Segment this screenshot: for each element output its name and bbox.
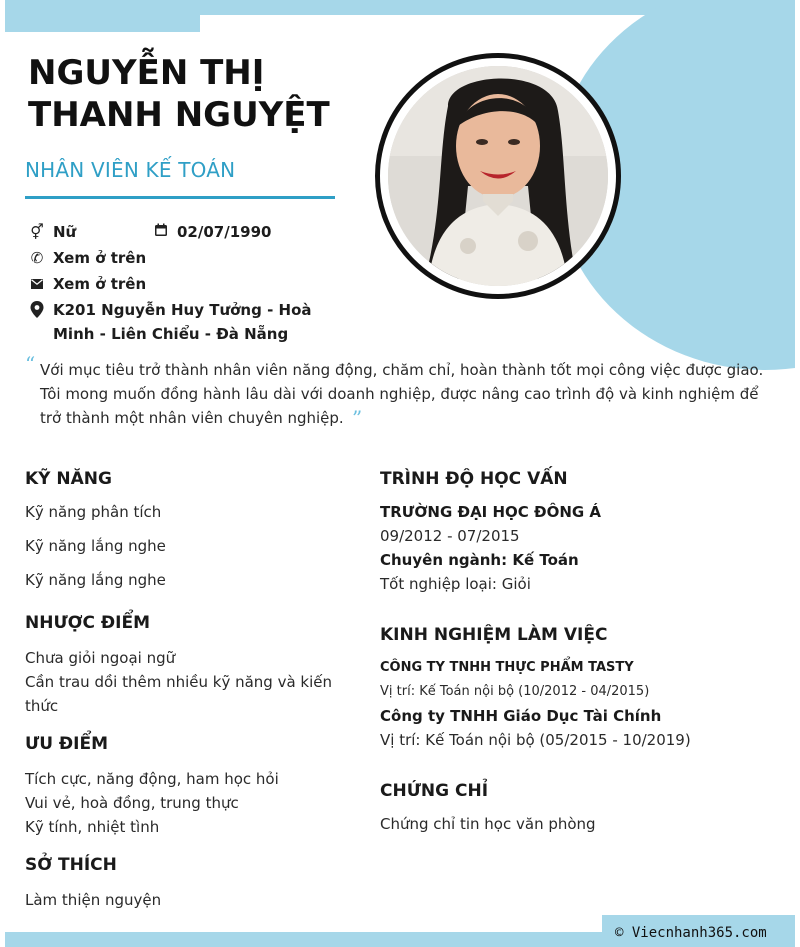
strength-item: Tích cực, năng động, ham học hỏi bbox=[25, 770, 279, 788]
phone-icon: ✆ bbox=[30, 249, 44, 267]
study-period: 09/2012 - 07/2015 bbox=[380, 527, 520, 545]
weakness-line-3: thức bbox=[25, 697, 59, 715]
experience-heading: KINH NGHIỆM LÀM VIỆC bbox=[380, 625, 608, 645]
skill-item: Kỹ năng lắng nghe bbox=[25, 571, 166, 589]
certificate-item: Chứng chỉ tin học văn phòng bbox=[380, 815, 596, 833]
graduation-grade: Tốt nghiệp loại: Giỏi bbox=[380, 575, 531, 593]
name-line-1: NGUYỄN THỊ bbox=[28, 53, 265, 93]
email-row bbox=[53, 272, 146, 296]
right-margin bbox=[795, 0, 800, 947]
weaknesses-list bbox=[25, 646, 340, 718]
weakness-line-1: Chưa giỏi ngoại ngữ bbox=[25, 649, 176, 667]
strength-item: Vui vẻ, hoà đồng, trung thực bbox=[25, 794, 239, 812]
footer-watermark: © Viecnhanh365.com bbox=[615, 925, 767, 941]
skill-item: Kỹ năng phân tích bbox=[25, 503, 162, 521]
weaknesses-heading: NHƯỢC ĐIỂM bbox=[25, 613, 151, 633]
title-underline bbox=[25, 196, 335, 199]
role-1: Vị trí: Kế Toán nội bộ (10/2012 - 04/2015) bbox=[380, 684, 650, 699]
weakness-line-2: Cần trau dồi thêm nhiều kỹ năng và kiến bbox=[25, 673, 333, 691]
strengths-heading: ƯU ĐIỂM bbox=[25, 734, 109, 754]
address-line-2: Minh - Liên Chiểu - Đà Nẵng bbox=[53, 325, 289, 343]
top-accent-bar bbox=[5, 0, 200, 32]
strengths-list bbox=[25, 767, 279, 839]
address-row bbox=[53, 298, 312, 346]
major: Chuyên ngành: Kế Toán bbox=[380, 551, 579, 569]
gender-icon: ⚥ bbox=[30, 223, 44, 241]
gender-value: Nữ bbox=[53, 223, 77, 241]
objective-line-1: Với mục tiêu trở thành nhân viên năng động, chăm chỉ, hoàn thành tốt mọi công việc được giao. bbox=[40, 361, 764, 379]
name-line-2: THANH NGUYỆT bbox=[28, 95, 330, 135]
address-line-1: K201 Nguyễn Huy Tưởng - Hoà bbox=[53, 301, 312, 319]
objective-line-3: trở thành một nhân viên chuyên nghiệp. bbox=[40, 409, 344, 427]
email-value: Xem ở trên bbox=[53, 275, 147, 293]
role-2: Vị trí: Kế Toán nội bộ (05/2015 - 10/2019) bbox=[380, 731, 691, 749]
birthdate-value: 02/07/1990 bbox=[177, 223, 272, 241]
candidate-name bbox=[28, 52, 358, 136]
mail-icon bbox=[28, 275, 46, 293]
birthdate-row bbox=[177, 220, 271, 244]
skill-item: Kỹ năng lắng nghe bbox=[25, 537, 166, 555]
open-quote-icon: “ bbox=[25, 352, 36, 376]
hobbies-heading: SỞ THÍCH bbox=[25, 855, 117, 875]
calendar-icon bbox=[152, 223, 170, 241]
hobby-item: Làm thiện nguyện bbox=[25, 891, 162, 909]
objective-line-2: Tôi mong muốn đồng hành lâu dài với doanh nghiệp, được nâng cao trình độ và kinh nghiệm để bbox=[40, 385, 759, 403]
company-2: Công ty TNHH Giáo Dục Tài Chính bbox=[380, 707, 662, 725]
location-pin-icon bbox=[28, 301, 46, 319]
career-objective bbox=[40, 358, 770, 430]
gender-row bbox=[30, 220, 77, 244]
profile-photo bbox=[388, 66, 608, 286]
skills-heading: KỸ NĂNG bbox=[25, 469, 112, 489]
certificates-heading: CHỨNG CHỈ bbox=[380, 781, 489, 801]
company-1: CÔNG TY TNHH THỰC PHẨM TASTY bbox=[380, 660, 634, 675]
school-name: TRƯỜNG ĐẠI HỌC ĐÔNG Á bbox=[380, 503, 602, 521]
phone-value: Xem ở trên bbox=[53, 249, 147, 267]
phone-row bbox=[30, 246, 147, 270]
close-quote-icon: ” bbox=[352, 406, 363, 430]
strength-item: Kỹ tính, nhiệt tình bbox=[25, 818, 160, 836]
education-heading: TRÌNH ĐỘ HỌC VẤN bbox=[380, 469, 568, 489]
job-title: NHÂN VIÊN KẾ TOÁN bbox=[25, 158, 236, 182]
